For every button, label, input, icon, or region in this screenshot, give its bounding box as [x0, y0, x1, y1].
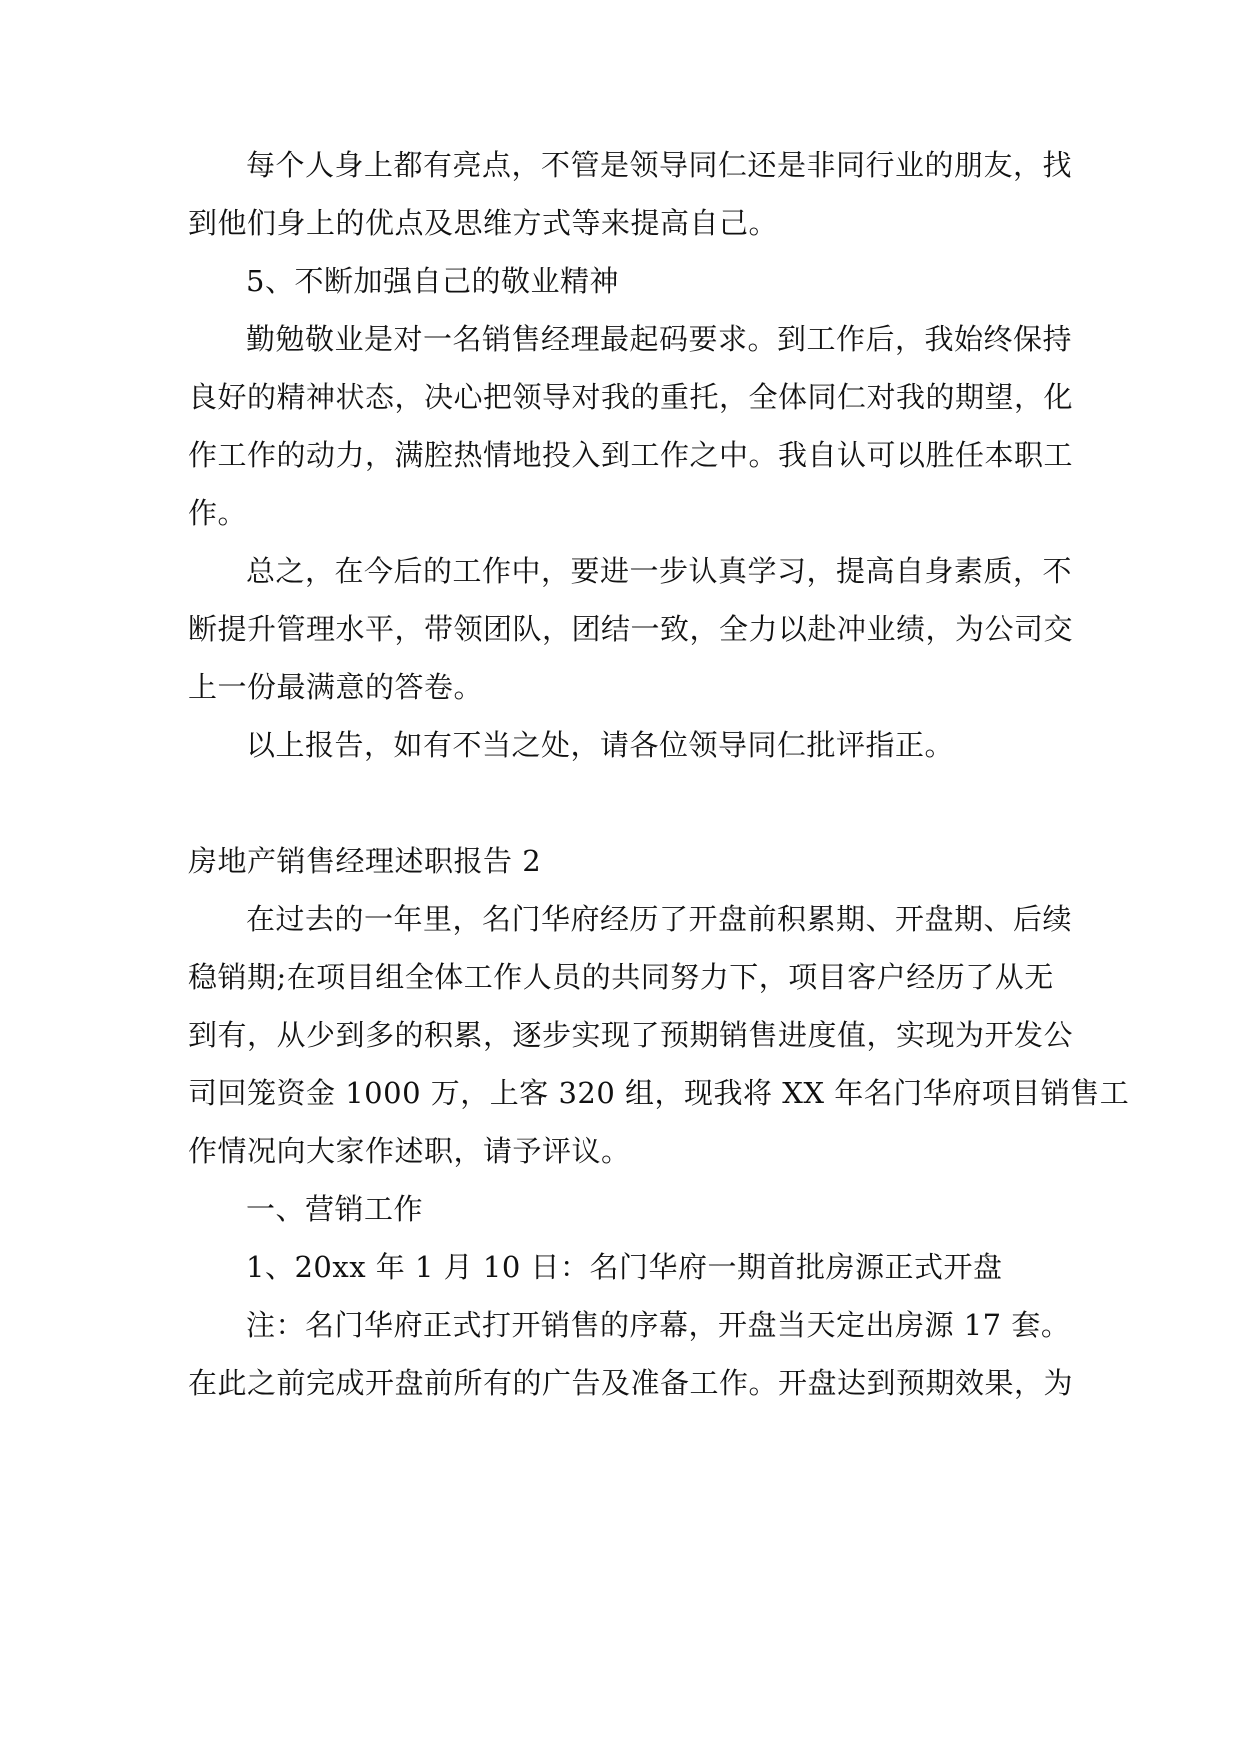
paragraph-line: 到有，从少到多的积累，逐步实现了预期销售进度值，实现为开发公	[188, 1018, 1074, 1052]
report-title: 房地产销售经理述职报告 2	[188, 844, 542, 878]
paragraph-line: 以上报告，如有不当之处，请各位领导同仁批评指正。	[246, 728, 955, 762]
paragraph-line: 良好的精神状态，决心把领导对我的重托，全体同仁对我的期望，化	[188, 380, 1074, 414]
subsection-heading: 1、20xx 年 1 月 10 日：名门华府一期首批房源正式开盘	[246, 1250, 1003, 1284]
paragraph-line: 总之，在今后的工作中，要进一步认真学习，提高自身素质，不	[246, 554, 1073, 588]
paragraph-line: 注：名门华府正式打开销售的序幕，开盘当天定出房源 17 套。	[246, 1308, 1071, 1342]
paragraph-line: 每个人身上都有亮点，不管是领导同仁还是非同行业的朋友，找	[246, 148, 1073, 182]
paragraph-line: 在此之前完成开盘前所有的广告及准备工作。开盘达到预期效果，为	[188, 1366, 1074, 1400]
section-heading: 一、营销工作	[246, 1192, 424, 1226]
paragraph-line: 作。	[188, 496, 248, 530]
paragraph-line: 上一份最满意的答卷。	[188, 670, 484, 704]
paragraph-line: 勤勉敬业是对一名销售经理最起码要求。到工作后，我始终保持	[246, 322, 1073, 356]
paragraph-line: 稳销期;在项目组全体工作人员的共同努力下，项目客户经历了从无	[188, 960, 1054, 994]
paragraph-line: 作工作的动力，满腔热情地投入到工作之中。我自认可以胜任本职工	[188, 438, 1074, 472]
paragraph-line: 在过去的一年里，名门华府经历了开盘前积累期、开盘期、后续	[246, 902, 1073, 936]
paragraph-line: 到他们身上的优点及思维方式等来提高自己。	[188, 206, 779, 240]
paragraph-line: 作情况向大家作述职，请予评议。	[188, 1134, 631, 1168]
paragraph-line: 断提升管理水平，带领团队，团结一致，全力以赴冲业绩，为公司交	[188, 612, 1074, 646]
section-heading: 5、不断加强自己的敬业精神	[246, 264, 619, 298]
paragraph-line: 司回笼资金 1000 万，上客 320 组，现我将 XX 年名门华府项目销售工	[188, 1076, 1130, 1110]
